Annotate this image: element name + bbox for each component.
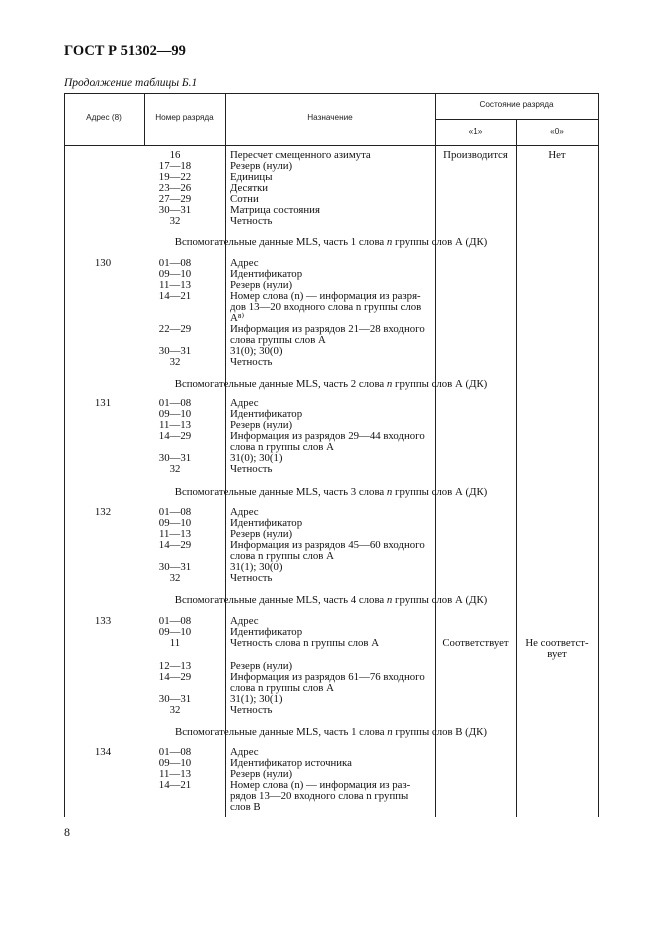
bits-cell: 09—10 — [158, 517, 192, 529]
state-one-cell: Производится — [443, 149, 508, 161]
purpose-cell: Единицы — [230, 171, 273, 183]
section-title: Вспомогательные данные MLS, часть 2 слова n группы слов А (ДК) — [174, 378, 488, 390]
header-state-zero: «0» — [550, 127, 564, 136]
purpose-cell: Идентификатор — [230, 268, 303, 280]
bits-cell: 11—13 — [159, 528, 191, 540]
purpose-cell: Четность — [230, 572, 273, 584]
bits-cell: 01—08 — [158, 746, 192, 758]
purpose-cell: 31(1); 30(0) — [230, 561, 283, 573]
bits-cell: 32 — [169, 215, 181, 227]
bits-cell: 23—26 — [158, 182, 192, 194]
purpose-cell: Десятки — [230, 182, 269, 194]
col-divider-purpose — [435, 93, 436, 817]
purpose-cell: Сотни — [230, 193, 259, 205]
col-divider-bits — [225, 93, 226, 817]
header-state: Состояние разряда — [479, 100, 554, 109]
header-address: Адрес (8) — [86, 113, 122, 122]
header-state-one: «1» — [468, 127, 483, 136]
purpose-cell: Информация из разрядов 29—44 входного — [230, 430, 425, 442]
purpose-cell: слова n группы слов А — [230, 441, 334, 453]
purpose-cell: рядов 13—20 входного слова n группы — [230, 790, 409, 802]
bits-cell: 19—22 — [158, 171, 192, 183]
purpose-cell: Номер слова (n) — информация из разря- — [230, 290, 421, 302]
table-caption: Продолжение таблицы Б.1 — [64, 77, 198, 89]
purpose-cell: Информация из разрядов 61—76 входного — [230, 671, 425, 683]
purpose-cell: Резерв (нули) — [230, 660, 293, 672]
purpose-cell: Резерв (нули) — [230, 160, 293, 172]
state-zero-cell: Нет — [548, 149, 566, 161]
bits-cell: 30—31 — [158, 561, 192, 573]
purpose-cell: Резерв (нули) — [230, 279, 293, 291]
purpose-cell: слова n группы слов А — [230, 682, 334, 694]
address-cell: 131 — [94, 397, 112, 409]
bits-cell: 09—10 — [158, 626, 192, 638]
section-title: Вспомогательные данные MLS, часть 3 слова n группы слов А (ДК) — [174, 486, 488, 498]
col-divider-state — [516, 119, 517, 817]
bits-cell: 32 — [169, 463, 181, 475]
table-right-border — [598, 93, 599, 817]
bits-cell: 01—08 — [158, 615, 192, 627]
bits-cell: 09—10 — [158, 408, 192, 420]
bits-cell: 01—08 — [158, 257, 192, 269]
purpose-cell: Резерв (нули) — [230, 528, 293, 540]
page-number: 8 — [64, 825, 70, 839]
purpose-cell: Резерв (нули) — [230, 419, 293, 431]
purpose-cell: Идентификатор — [230, 626, 303, 638]
address-cell: 130 — [94, 257, 112, 269]
purpose-cell: Четность — [230, 215, 273, 227]
header-purpose: Назначение — [307, 113, 353, 122]
bits-cell: 30—31 — [158, 693, 192, 705]
bits-cell: 11—13 — [159, 768, 191, 780]
purpose-cell: Информация из разрядов 45—60 входного — [230, 539, 425, 551]
bits-cell: 14—21 — [158, 290, 192, 302]
purpose-cell: Четность — [230, 704, 273, 716]
bits-cell: 22—29 — [158, 323, 192, 335]
bits-cell: 11—13 — [159, 279, 191, 291]
bits-cell: 32 — [169, 356, 181, 368]
bits-cell: 30—31 — [158, 452, 192, 464]
bits-cell: 32 — [169, 572, 181, 584]
header-bottom-line — [64, 145, 598, 146]
state-zero-cell: вует — [547, 648, 567, 660]
bits-cell: 09—10 — [158, 268, 192, 280]
address-cell: 134 — [94, 746, 112, 758]
purpose-cell: Матрица состояния — [230, 204, 320, 216]
bits-cell: 14—29 — [158, 539, 192, 551]
header-bit-number: Номер разряда — [155, 113, 214, 122]
purpose-cell: Адрес — [230, 397, 259, 409]
purpose-cell: Адрес — [230, 746, 259, 758]
bits-cell: 09—10 — [158, 757, 192, 769]
bits-cell: 14—21 — [158, 779, 192, 791]
address-cell: 133 — [94, 615, 112, 627]
state-one-cell: Соответствует — [442, 637, 509, 649]
purpose-cell: Адрес — [230, 615, 259, 627]
purpose-cell: Идентификатор источника — [230, 757, 352, 769]
bits-cell: 14—29 — [158, 671, 192, 683]
purpose-cell: Четность слова n группы слов А — [230, 637, 379, 649]
bits-cell: 01—08 — [158, 397, 192, 409]
bits-cell: 01—08 — [158, 506, 192, 518]
purpose-cell: Адрес — [230, 506, 259, 518]
purpose-cell: слова группы слов А — [230, 334, 326, 346]
bits-cell: 17—18 — [158, 160, 192, 172]
bits-cell: 14—29 — [158, 430, 192, 442]
purpose-cell: Номер слова (n) — информация из раз- — [230, 779, 411, 791]
bits-cell: 30—31 — [158, 345, 192, 357]
bits-cell: 27—29 — [158, 193, 192, 205]
purpose-cell: Четность — [230, 356, 273, 368]
section-title: Вспомогательные данные MLS, часть 1 слова n группы слов В (ДК) — [175, 726, 487, 738]
bits-cell: 11—13 — [159, 419, 191, 431]
section-title: Вспомогательные данные MLS, часть 1 слова n группы слов А (ДК) — [174, 236, 488, 248]
purpose-cell: Пересчет смещенного азимута — [230, 149, 371, 161]
purpose-cell: Идентификатор — [230, 517, 303, 529]
bits-cell: 32 — [169, 704, 181, 716]
address-cell: 132 — [94, 506, 112, 518]
document-header: ГОСТ Р 51302—99 — [64, 43, 186, 59]
purpose-cell: 31(0); 30(0) — [230, 345, 283, 357]
purpose-cell: Четность — [230, 463, 273, 475]
purpose-cell: А⁸⁾ — [230, 312, 245, 324]
purpose-cell: Идентификатор — [230, 408, 303, 420]
state-zero-cell: Не соответст- — [525, 637, 589, 649]
purpose-cell: 31(0); 30(1) — [230, 452, 283, 464]
section-title: Вспомогательные данные MLS, часть 4 слова n группы слов А (ДК) — [174, 594, 488, 606]
purpose-cell: Адрес — [230, 257, 259, 269]
purpose-cell: дов 13—20 входного слова n группы слов — [230, 301, 422, 313]
purpose-cell: Резерв (нули) — [230, 768, 293, 780]
purpose-cell: слова n группы слов А — [230, 550, 334, 562]
spec-table — [64, 93, 598, 817]
bits-cell: 16 — [169, 149, 181, 161]
table-left-border — [64, 93, 65, 817]
purpose-cell: Информация из разрядов 21—28 входного — [230, 323, 425, 335]
bits-cell: 30—31 — [158, 204, 192, 216]
purpose-cell: слов В — [230, 801, 261, 813]
bits-cell: 12—13 — [158, 660, 192, 672]
purpose-cell: 31(1); 30(1) — [230, 693, 283, 705]
bits-cell: 11 — [169, 637, 181, 649]
